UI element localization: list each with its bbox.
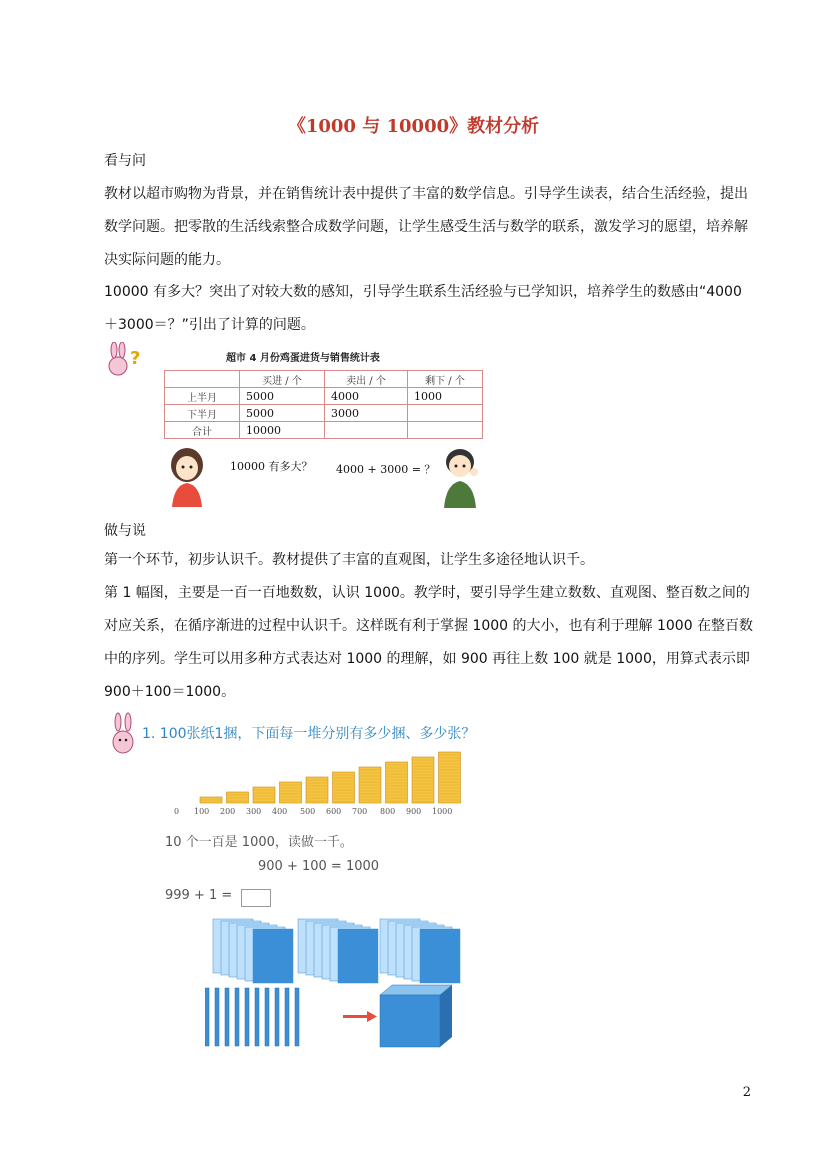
table-cell: 5000 <box>240 405 325 422</box>
table-cell: 上半月 <box>165 388 240 405</box>
question-right: 4000 + 3000 = ？ <box>336 463 436 476</box>
table-cell: 4000 <box>325 388 408 405</box>
ten-rod <box>215 988 219 1046</box>
paragraph-3-text: 第一个环节，初步认识千。教材提供了丰富的直观图，让学生多途径地认识千。 <box>104 552 594 568</box>
paragraph-2 <box>104 276 754 342</box>
table-cell: 5000 <box>240 388 325 405</box>
ten-rod <box>285 988 289 1046</box>
statement-line: 10 个一百是 1000，读做一千。 <box>165 835 353 850</box>
tick-label: 700 <box>352 807 368 816</box>
boy-character-icon <box>438 444 482 509</box>
ten-rod <box>275 988 279 1046</box>
tick-labels <box>170 807 470 819</box>
paper-stack <box>333 772 355 803</box>
ten-rod <box>225 988 229 1046</box>
sales-statistics-table <box>164 370 483 439</box>
exercise-question: 1. 100张纸1捆，下面每一堆分别有多少捆、多少张？ <box>142 726 476 742</box>
table-header-cell: 卖出 / 个 <box>325 371 408 388</box>
rabbit-mascot-icon <box>104 342 144 382</box>
tick-label: 500 <box>300 807 316 816</box>
table-cell: 10000 <box>240 422 325 439</box>
thousand-cube-top <box>380 985 452 995</box>
arrow-head <box>367 1011 377 1022</box>
table-row <box>165 422 483 439</box>
arrow-shaft <box>343 1015 367 1018</box>
equation-blank-line: 999 + 1 = <box>165 888 233 903</box>
table-header-cell: 买进 / 个 <box>240 371 325 388</box>
tick-label: 1000 <box>432 807 453 816</box>
table-cell: 1000 <box>408 388 483 405</box>
tick-label: 100 <box>194 807 210 816</box>
thousand-cube-front <box>380 995 440 1047</box>
ten-rod <box>295 988 299 1046</box>
hundred-flat <box>338 929 378 983</box>
ten-rod <box>205 988 209 1046</box>
thousand-cube-side <box>440 985 452 1047</box>
table-row <box>165 405 483 422</box>
hundred-flat <box>253 929 293 983</box>
tick-label: 600 <box>326 807 342 816</box>
ten-rod <box>255 988 259 1046</box>
paragraph-2-text: 10000 有多大？突出了对较大数的感知，引导学生联系生活经验与已学知识，培养学生的数感由“4000＋3000＝？”引出了计算的问题。 <box>104 284 742 333</box>
paper-stack <box>253 787 275 803</box>
tick-label: 900 <box>406 807 422 816</box>
paragraph-1 <box>104 178 754 277</box>
equation-line: 900 + 100 = 1000 <box>258 859 380 874</box>
tick-label: 400 <box>272 807 288 816</box>
section-heading-do-say: 做与说 <box>104 523 146 539</box>
paper-stacks-illustration <box>170 745 470 805</box>
tick-label: 0 <box>174 807 180 816</box>
paragraph-4-text: 第 1 幅图，主要是一百一百地数数，认识 1000。教学时，要引导学生建立数数、直观图、整百数之间的对应关系，在循序渐进的过程中认识千。这样既有利于掌握 1000 的大小，也有利于理解 1000 在整百数中的序列。学生可以用多种方式表达对 1000 的理解，如 900 再往上数 100 就是 1000，用算式表示即 900＋100＝1000。 <box>104 585 754 700</box>
tick-label: 300 <box>246 807 262 816</box>
section-heading-look-ask: 看与问 <box>104 153 146 169</box>
ten-rod <box>265 988 269 1046</box>
table-cell: 合计 <box>165 422 240 439</box>
paragraph-4 <box>104 577 754 709</box>
table-cell <box>325 422 408 439</box>
table-cell <box>408 405 483 422</box>
question-left: 10000 有多大？ <box>230 460 313 473</box>
table-header-cell: 剩下 / 个 <box>408 371 483 388</box>
paper-stack <box>227 792 249 803</box>
table-header-cell <box>165 371 240 388</box>
rabbit-mascot-icon <box>104 712 142 760</box>
girl-character-icon <box>162 445 212 510</box>
ten-rod <box>235 988 239 1046</box>
table-cell <box>408 422 483 439</box>
table-row <box>165 388 483 405</box>
table-cell: 下半月 <box>165 405 240 422</box>
paragraph-3 <box>104 544 754 577</box>
paper-stack <box>439 752 461 803</box>
page-title: 《1000 与 10000》教材分析 <box>287 116 540 137</box>
place-value-blocks-illustration <box>205 915 475 1050</box>
tick-label: 800 <box>380 807 396 816</box>
page-number: 2 <box>742 1085 751 1100</box>
ten-rod <box>245 988 249 1046</box>
paragraph-1-text: 教材以超市购物为背景，并在销售统计表中提供了丰富的数学信息。引导学生读表，结合生活经验，提出数学问题。把零散的生活线索整合成数学问题，让学生感受生活与数学的联系，激发学习的愿望，培养解决实际问题的能力。 <box>104 186 748 268</box>
hundred-flat <box>420 929 460 983</box>
table-title: 超市 4 月份鸡蛋进货与销售统计表 <box>226 353 380 364</box>
table-cell: 3000 <box>325 405 408 422</box>
answer-box <box>241 889 271 907</box>
paper-stack <box>306 777 328 803</box>
tick-label: 200 <box>220 807 236 816</box>
table-header-row <box>165 371 483 388</box>
svg-text:?: ? <box>130 348 141 369</box>
